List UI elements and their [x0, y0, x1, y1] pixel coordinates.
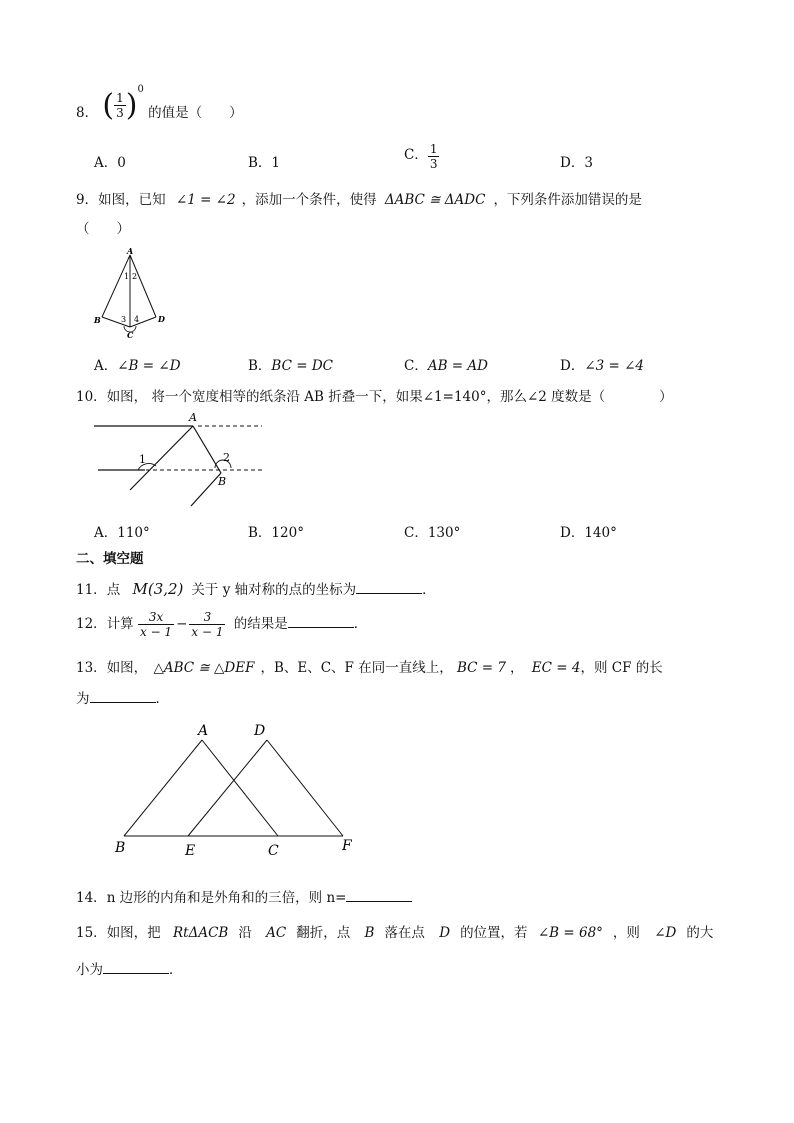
q13-label-c: C: [268, 843, 279, 859]
q8-exponent: 0: [137, 83, 144, 95]
q9-label-1: 1: [124, 272, 130, 281]
q8-number: 8．: [76, 105, 99, 121]
q12-fraction-2: $\frac{3}{x - 1}$: [191, 610, 224, 639]
q10-option-b: B．120°: [248, 525, 304, 541]
q12: 12．计算 $\frac{3x}{x - 1}$ − $\frac{3}{x - 1}$ 的结果是 ．: [76, 610, 368, 639]
q10-label-b: B: [218, 475, 227, 488]
q10-option-a: A．110°: [94, 525, 150, 541]
q11: 11．点 M(3,2) 关于 y 轴对称的点的坐标为 ．: [76, 580, 436, 598]
q9-option-d: D．∠3 = ∠4: [560, 358, 645, 374]
q13-label-b: B: [115, 840, 126, 856]
q9-paren: （ ）: [76, 221, 130, 237]
q15-triangle: RtΔACB: [172, 925, 229, 941]
q10-label-2: 2: [223, 451, 230, 464]
q8-stem: 的值是（ ）: [148, 105, 243, 121]
q9-label-2: 2: [132, 272, 138, 281]
q13-label-a: A: [198, 723, 209, 739]
q9-figure: [90, 245, 180, 345]
q10-label-1: 1: [139, 453, 146, 466]
q8-option-d: D．3: [560, 155, 593, 171]
q14: 14．n 边形的内角和是外角和的三倍，则 n=: [76, 886, 412, 906]
q9-label-c: C: [127, 330, 134, 340]
q14-answer-blank[interactable]: [346, 889, 412, 902]
q13-answer-blank[interactable]: [90, 690, 156, 703]
q12-fraction-1: $\frac{3x}{x - 1}$: [139, 610, 173, 639]
q8-option-c: C． $\frac{1}{3}$: [404, 142, 438, 171]
q13-label-f: F: [342, 838, 352, 854]
q13-line1: 13．如图， △ABC ≅ △DEF ，B、E、C、F 在同一直线上， BC = 7 ， EC = 4，则 CF 的长: [76, 660, 663, 676]
q13-line2: 为 ．: [76, 691, 169, 707]
q15-angle: ∠B = 68°: [537, 925, 603, 941]
q8-expression: ( $\frac{1}{3}$ )$^0$: [102, 83, 144, 123]
q13-congruence: △ABC ≅ △DEF: [153, 660, 255, 676]
q8: [76, 83, 243, 128]
q15-line1: 15．如图，把 RtΔACB 沿 AC 翻折，点 B 落在点 D 的位置，若 ∠B = 68° ，则 ∠D 的大: [76, 925, 714, 941]
section-title: 二、填空题: [76, 551, 144, 567]
q13-label-e: E: [185, 843, 196, 859]
q13-figure: [110, 718, 370, 863]
q9-given: ∠1 = ∠2: [175, 192, 236, 208]
q10-figure: [90, 408, 270, 508]
q11-point: M(3,2): [132, 580, 184, 598]
q9-label-b: B: [94, 315, 101, 325]
q10-stem: 10．如图， 将一个宽度相等的纸条沿 AB 折叠一下，如果∠1=140°，那么∠2 度数是（ ）: [76, 389, 673, 405]
q13-bc: BC = 7: [457, 660, 506, 676]
q8-option-a: A．0: [94, 155, 126, 171]
q9-label-4: 4: [134, 315, 140, 324]
q10-option-c: C．130°: [404, 525, 461, 541]
q11-answer-blank[interactable]: [356, 581, 422, 594]
q9-label-3: 3: [121, 315, 127, 324]
q9-option-c: C．AB = AD: [404, 358, 488, 374]
q9-stem: 9．如图，已知 ∠1 = ∠2 ，添加一个条件，使得 ΔABC ≅ ΔADC ，下列条件添加错误的是: [76, 192, 642, 208]
q10-label-a: A: [189, 411, 197, 424]
q12-answer-blank[interactable]: [288, 615, 354, 628]
q13-ec: EC = 4: [531, 660, 581, 676]
q9-congruence: ΔABC ≅ ΔADC: [384, 192, 486, 208]
q9-option-a: A．∠B = ∠D: [94, 358, 181, 374]
q8-option-b: B．1: [248, 155, 281, 171]
q9-label-d: D: [158, 314, 165, 324]
q8-fraction: $\frac{1}{3}$: [116, 91, 124, 120]
q13-label-d: D: [254, 723, 266, 739]
q10-option-d: D．140°: [560, 525, 617, 541]
q15-answer-blank[interactable]: [103, 961, 169, 974]
q9-option-b: B．BC = DC: [248, 358, 333, 374]
q9-label-a: A: [127, 246, 134, 256]
q15-line2: 小为 ．: [76, 962, 183, 978]
